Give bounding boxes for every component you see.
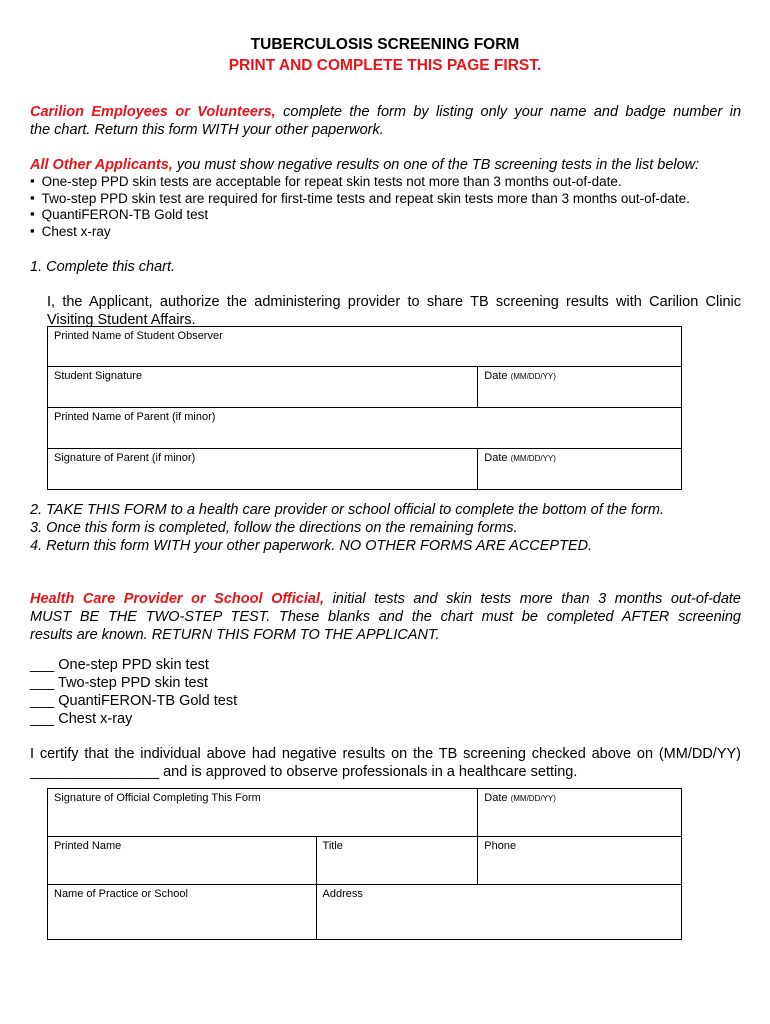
checklist-item-one-step[interactable]: ___ One-step PPD skin test (30, 657, 209, 673)
official-printed-name-field[interactable]: Printed Name (48, 837, 317, 885)
certify-date-blank[interactable]: ________________ (30, 764, 160, 780)
step-1: 1. Complete this chart. (30, 259, 176, 275)
form-title: TUBERCULOSIS SCREENING FORM (250, 36, 520, 53)
list-item: ▪ Chest x-ray (30, 222, 111, 239)
checklist-item-two-step[interactable]: ___ Two-step PPD skin test (30, 675, 208, 691)
list-item: ▪ Two-step PPD skin test are required for first-time tests and repeat skin tests more than 3 months out-of-date. (30, 189, 690, 206)
student-date-field[interactable]: Date (MM/DD/YY) (478, 367, 682, 408)
address-field[interactable]: Address (316, 885, 681, 940)
official-date-field[interactable]: Date (MM/DD/YY) (478, 789, 682, 837)
bullet-icon: ▪ (30, 206, 35, 221)
parent-name-field[interactable]: Printed Name of Parent (if minor) (48, 408, 682, 449)
provider-line-3: results are known. RETURN THIS FORM TO THE APPLICANT. (30, 627, 440, 643)
official-table (47, 788, 682, 940)
checklist-item-chest-xray[interactable]: ___ Chest x-ray (30, 711, 133, 727)
provider-line-2: MUST BE THE TWO-STEP TEST. These blanks and the chart must be completed AFTER screening (30, 609, 741, 625)
provider-line-1 (30, 590, 741, 608)
certify-text: and is approved to observe professionals in a healthcare setting. (163, 764, 578, 780)
carilion-line-2: the chart. Return this form WITH your other paperwork. (30, 122, 384, 138)
bullet-icon: ▪ (30, 222, 35, 238)
bullet-icon: ▪ (30, 173, 35, 188)
parent-date-field[interactable]: Date (MM/DD/YY) (478, 449, 682, 490)
practice-name-field[interactable]: Name of Practice or School (48, 885, 317, 940)
carilion-lead: Carilion Employees or Volunteers, (30, 104, 276, 120)
tests-list (30, 174, 690, 240)
step-4: 4. Return this form WITH your other paperwork. NO OTHER FORMS ARE ACCEPTED. (30, 538, 593, 554)
others-text: you must show negative results on one of the TB screening tests in the list below: (176, 157, 700, 173)
parent-signature-field[interactable]: Signature of Parent (if minor) (48, 449, 478, 490)
certify-line-2 (30, 763, 577, 781)
test-checklist (30, 656, 237, 728)
official-signature-field[interactable]: Signature of Official Completing This Form (48, 789, 478, 837)
applicant-table (47, 326, 682, 490)
others-intro (30, 156, 699, 174)
form-subtitle: PRINT AND COMPLETE THIS PAGE FIRST. (228, 57, 542, 74)
step-2: 2. TAKE THIS FORM to a health care provider or school official to complete the bottom of the form. (30, 502, 664, 518)
provider-lead: Health Care Provider or School Official, (30, 591, 324, 607)
carilion-line-1 (30, 103, 741, 121)
authorization-line-2: Visiting Student Affairs. (47, 312, 196, 328)
bullet-icon: ▪ (30, 189, 35, 205)
list-item: ▪ One-step PPD skin tests are acceptable for repeat skin tests not more than 3 months out-of-date. (30, 173, 622, 189)
authorization-line-1: I, the Applicant, authorize the administering provider to share TB screening results with Carilion Clinic (47, 294, 741, 310)
observer-name-field[interactable]: Printed Name of Student Observer (48, 327, 682, 367)
official-title-field[interactable]: Title (316, 837, 478, 885)
list-item: ▪ QuantiFERON-TB Gold test (30, 206, 209, 222)
official-phone-field[interactable]: Phone (478, 837, 682, 885)
student-signature-field[interactable]: Student Signature (48, 367, 478, 408)
carilion-text: complete the form by listing only your name and badge number in (283, 104, 742, 120)
certify-line-1: I certify that the individual above had negative results on the TB screening checked above on (MM/DD/YY) (30, 746, 741, 762)
provider-text: initial tests and skin tests more than 3 months out-of-date (332, 591, 741, 607)
others-lead: All Other Applicants, (30, 157, 173, 173)
checklist-item-quantiferon[interactable]: ___ QuantiFERON-TB Gold test (30, 693, 238, 709)
step-3: 3. Once this form is completed, follow the directions on the remaining forms. (30, 520, 518, 536)
